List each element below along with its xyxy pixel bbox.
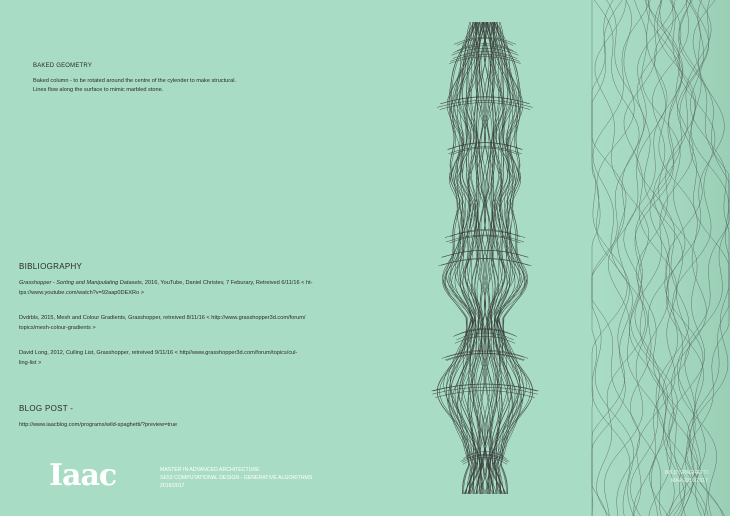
footer-line: MASTER IN ADVANCED ARCHITECTURE <box>160 467 260 473</box>
flow-line <box>663 0 715 516</box>
reference-url[interactable]: ling-list > <box>19 360 42 366</box>
description-line: Lines flow along the surface to mimic marbled stone. <box>33 86 164 93</box>
footer-course-info <box>160 466 312 490</box>
flow-line <box>592 0 630 516</box>
flow-line <box>677 0 729 516</box>
footer-line: MAA 2016/2017 <box>671 478 708 484</box>
bibliography-title: BIBLIOGRAPHY <box>19 262 83 271</box>
flow-line <box>624 0 683 516</box>
reference-details: , 2016, YouTube, Daniel Christev, 7 Feburary, Retreived 6/11/16 < ht- <box>141 280 313 286</box>
blog-post-title: BLOG POST - <box>19 404 74 413</box>
column-filament <box>463 457 507 464</box>
flow-line <box>592 0 640 516</box>
description-text <box>33 77 303 94</box>
blog-post-link[interactable]: http://www.iaacblog.com/programs/wild-spaghetti/?preview=true <box>19 422 178 428</box>
reference-title: Grasshopper - Sorting and Manipulating Datasets <box>19 280 142 286</box>
flow-line <box>649 0 705 516</box>
column-strand <box>486 22 501 494</box>
reference-details: David Long, 2012, Culling List, Grasshopper, retreived 9/11/16 < http//www.grasshopper3d.com/forum/topics/cul- <box>19 350 298 356</box>
flow-line <box>629 0 684 516</box>
column-filament <box>449 236 520 243</box>
footer-project-info <box>612 469 708 485</box>
iaac-logo: Iaac <box>49 458 117 493</box>
bibliography-entry <box>19 348 409 368</box>
footer-line: WILD SPAGHETTI <box>664 470 708 476</box>
reference-url[interactable]: tps://www.youtube.com/watch?v=92aap0DEXRo > <box>19 290 144 296</box>
column-strand <box>493 22 518 494</box>
column-filament <box>433 384 537 391</box>
flow-line <box>679 0 729 516</box>
flow-line <box>631 0 686 516</box>
flow-line <box>635 0 693 516</box>
reference-url[interactable]: topics/mesh-colour-gradients > <box>19 325 96 331</box>
footer-line: SE53 COMPUTATIONAL DESIGN - GENERATIVE ALGORITHMS <box>160 475 313 481</box>
column-strand <box>469 22 484 494</box>
description-line: Baked column - to be rotated around the centre of the cylender to make structural. <box>33 78 237 84</box>
bibliography-entry <box>19 278 409 298</box>
flow-line <box>630 0 685 516</box>
column-strand <box>452 22 477 494</box>
reference-details: Dvdrbls, 2015, Mesh and Colour Gradients, Grasshopper, retreived 8/11/16 < http://www.grasshopper3d.com/forum/ <box>19 315 306 321</box>
flow-line <box>677 0 729 516</box>
flow-line <box>592 0 644 516</box>
footer-line: 2016/2017 <box>160 483 185 489</box>
flow-line <box>650 0 709 516</box>
bibliography-entry <box>19 313 409 333</box>
section-heading: BAKED GEOMETRY <box>33 63 93 69</box>
flow-line <box>685 0 729 516</box>
